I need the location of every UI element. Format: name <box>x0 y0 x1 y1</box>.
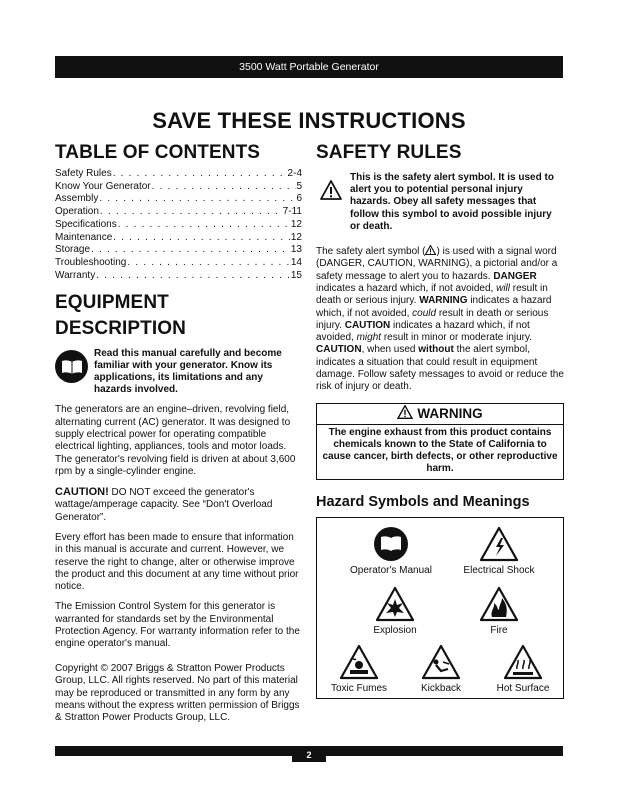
signal-word-caution: CAUTION <box>344 319 391 331</box>
signal-word-danger: DANGER <box>493 270 537 282</box>
emphasis-will: will <box>496 282 510 294</box>
toc-entry-title: Safety Rules <box>55 168 112 179</box>
left-column <box>55 140 302 651</box>
toc-entry <box>55 168 302 181</box>
table-of-contents <box>55 168 302 282</box>
text-run: ) is used with a signal word (DANGER, CAUTION, WARNING), a pictorial and/or a safety message to alert you to hazards. <box>316 246 558 282</box>
fire-icon <box>479 586 519 622</box>
toc-entry <box>55 257 302 270</box>
toxic-fumes-icon <box>339 644 379 680</box>
inline-alert-icon <box>425 245 436 255</box>
emphasis-without: without <box>418 344 454 356</box>
toc-leader <box>112 232 291 245</box>
text-run: result in death or serious injury. <box>316 282 548 307</box>
main-title: SAVE THESE INSTRUCTIONS <box>152 108 466 133</box>
hazard-label: Kickback <box>420 682 461 694</box>
toc-leader <box>151 181 297 194</box>
toc-entry-page: 7-11 <box>282 206 302 218</box>
equipment-heading: EQUIPMENT DESCRIPTION <box>55 292 186 340</box>
safety-alert-notice <box>316 172 564 233</box>
hazard-explosion <box>351 586 439 636</box>
hazard-fire <box>443 586 555 636</box>
text-run: indicates a hazard which, if not avoided, <box>316 282 497 294</box>
page-number: 2 <box>292 746 326 762</box>
toc-entry-page: 15 <box>290 269 302 281</box>
hazard-label: Fire <box>490 624 508 636</box>
toc-entry-title: Know Your Generator <box>55 180 151 192</box>
copyright-notice: Copyright © 2007 Briggs & Stratton Power Products Group, LLC. All rights reserved. No part of this material may be reproduced or transmitted in any form by any means without the express written permission of Briggs & Stratton Power Products Group, LLC. <box>55 663 300 724</box>
toc-entry-title: Specifications <box>55 218 117 230</box>
operators-manual-icon <box>373 526 409 562</box>
accuracy-paragraph: Every effort has been made to ensure that information in this manual is accurate and current. However, we reserve the right to change, alter or otherwise improve the product and this document at any time without prior notice. <box>55 532 299 593</box>
toc-entry-page: 12 <box>290 218 302 230</box>
toc-entry-title: Troubleshooting <box>55 256 127 268</box>
toc-entry-title: Assembly <box>55 193 99 205</box>
text-run: result in minor or moderate injury. <box>381 332 533 344</box>
hazard-operators-manual <box>335 526 447 576</box>
hazard-label: Hot Surface <box>496 682 550 694</box>
toc-leader <box>98 193 296 206</box>
hazard-label: Electrical Shock <box>463 564 535 576</box>
warning-alert-icon <box>397 405 413 419</box>
toc-leader <box>117 219 291 232</box>
signal-word-caution: CAUTION <box>316 344 362 356</box>
toc-entry <box>55 181 302 194</box>
text-run: result in death or serious injury. <box>316 307 549 331</box>
toc-leader <box>112 168 288 181</box>
toc-leader <box>126 257 291 270</box>
warning-text: The engine exhaust from this product contains chemicals known to the State of California to cause cancer, birth defects, or other reproductive harm. <box>322 426 558 474</box>
toc-entry <box>55 193 302 206</box>
read-manual-text: Read this manual carefully and become familiar with your generator. Know its applications, its limitations and any hazards involved. <box>94 348 282 396</box>
caution-paragraph <box>55 486 302 524</box>
caution-text: DO NOT exceed the generator's wattage/amperage capacity. See “Don't Overload Generator”. <box>55 487 273 523</box>
toc-entry <box>55 232 302 245</box>
hazard-label: Operator's Manual <box>350 564 432 576</box>
warning-header <box>317 404 563 425</box>
header-title: 3500 Watt Portable Generator <box>239 61 379 73</box>
operators-manual-icon <box>55 350 88 383</box>
hazard-heading: Hazard Symbols and Meanings <box>316 493 530 510</box>
signal-word-warning: WARNING <box>419 295 468 307</box>
toc-entry-page: 2-4 <box>287 168 302 179</box>
toc-entry-page: 14 <box>290 256 302 268</box>
header-bar <box>55 56 563 78</box>
explosion-icon <box>375 586 415 622</box>
hazard-electrical-shock <box>443 526 555 576</box>
caution-label: CAUTION! <box>55 486 109 499</box>
toc-entry-page: 5 <box>296 180 302 192</box>
safety-alert-text: This is the safety alert symbol. It is used to alert you to potential personal injury hazards. Obey all safety messages that follow this symbol to avoid possible injury or death. <box>350 172 554 232</box>
hazard-toxic-fumes <box>319 644 399 694</box>
safety-heading: SAFETY RULES <box>316 142 462 163</box>
toc-entry-title: Storage <box>55 244 91 256</box>
toc-entry <box>55 270 302 283</box>
emphasis-could: could <box>412 307 437 319</box>
electrical-shock-icon <box>479 526 519 562</box>
safety-alert-icon <box>320 180 342 233</box>
kickback-icon <box>421 644 461 680</box>
emphasis-might: might <box>356 332 382 344</box>
toc-entry-page: 13 <box>290 244 302 256</box>
right-column <box>316 140 564 699</box>
hazard-kickback <box>401 644 481 694</box>
warning-label: WARNING <box>417 405 483 421</box>
generator-description: The generators are an engine–driven, revolving field, alternating current (AC) generator. It was designed to supply electrical power for operating compatible electrical lighting, appliances, tools and motor loads. The generator's revolving field is driven at about 3,600 rpm by a single-cylinder engine. <box>55 404 296 477</box>
hazard-label: Explosion <box>373 624 417 636</box>
emission-paragraph: The Emission Control System for this generator is warranted for standards set by the Environmental Protection Agency. For warranty information refer to the engine operator's manual. <box>55 601 300 650</box>
text-run: indicates a hazard which, if not avoided, <box>316 319 530 344</box>
hazard-label: Toxic Fumes <box>330 682 388 694</box>
text-run: indicates a hazard which, if not avoided, <box>316 295 552 319</box>
toc-entry <box>55 244 302 257</box>
toc-entry-title: Maintenance <box>55 231 113 243</box>
hot-surface-icon <box>503 644 543 680</box>
warning-box <box>316 403 564 480</box>
toc-entry-title: Operation <box>55 206 99 218</box>
hazard-hot-surface <box>483 644 563 694</box>
text-run: the alert symbol, indicates a situation that could result in equipment damage. Follow safety messages to avoid or reduce the risk of injury or death. <box>316 344 564 393</box>
text-run: , when used <box>361 344 419 356</box>
toc-heading: TABLE OF CONTENTS <box>55 142 261 163</box>
hazard-symbols-panel <box>316 517 564 699</box>
toc-leader <box>90 244 291 257</box>
read-manual-notice <box>55 348 302 396</box>
toc-leader <box>95 270 291 283</box>
toc-entry-page: 6 <box>296 193 302 205</box>
text-run: The safety alert symbol ( <box>316 246 426 258</box>
toc-leader <box>99 206 283 219</box>
signal-words-paragraph <box>316 245 564 394</box>
toc-entry <box>55 219 302 232</box>
toc-entry-title: Warranty <box>55 269 96 281</box>
toc-entry <box>55 206 302 219</box>
toc-entry-page: 12 <box>290 231 302 243</box>
